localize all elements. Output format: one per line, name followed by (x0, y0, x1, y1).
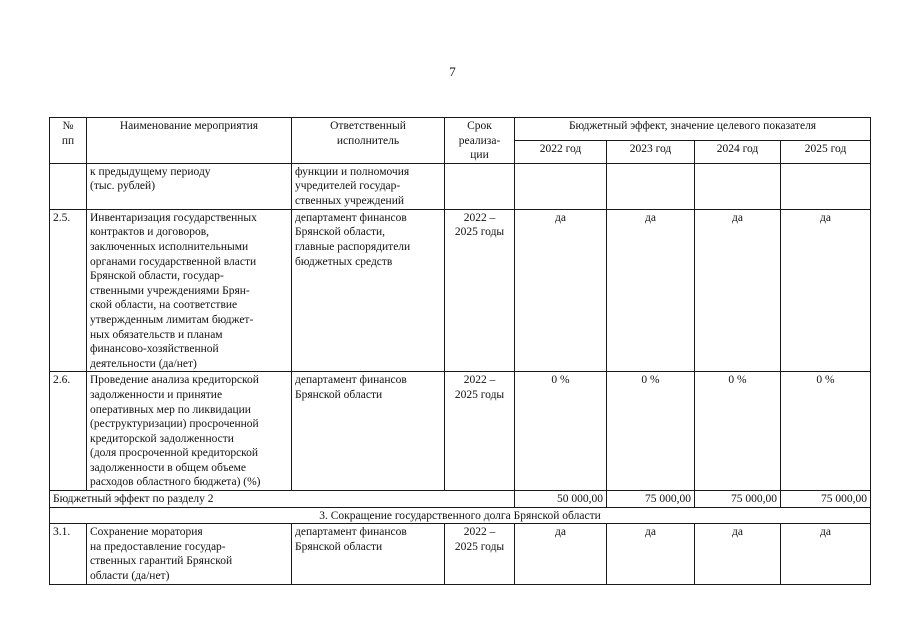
activity-name: Сохранение моратория на предоставление государ- ственных гарантий Брянской области (да/нет) (87, 524, 292, 584)
effect-value: да (695, 524, 781, 584)
effect-value: да (607, 209, 695, 372)
effect-value: да (695, 209, 781, 372)
implementation-term: 2022 – 2025 годы (445, 524, 515, 584)
effect-value: да (607, 524, 695, 584)
row-number (50, 163, 87, 209)
section-total-label: Бюджетный эффект по разделу 2 (50, 491, 515, 508)
header-num: № пп (50, 118, 87, 164)
section-title: 3. Сокращение государственного долга Брянской области (50, 507, 871, 524)
row-number: 2.5. (50, 209, 87, 372)
effect-value: да (781, 524, 871, 584)
row-number: 3.1. (50, 524, 87, 584)
activity-name: Инвентаризация государственных контрактов и договоров, заключенных исполнительными органами государственной власти Брянской области, государ- ственными учреждениями Брян- ской области, на соответствие утвержденным лимитам бюджет- ных обязательств и планам финансово-хозяйственной деятельности (да/нет) (87, 209, 292, 372)
table-row (50, 524, 871, 584)
responsible-executor: департамент финансов Брянской области, главные распорядители бюджетных средств (292, 209, 445, 372)
page-number: 7 (449, 64, 456, 79)
section-total-row (50, 491, 871, 508)
header-year: 2024 год (695, 140, 781, 163)
implementation-term: 2022 – 2025 годы (445, 209, 515, 372)
section-total-value: 50 000,00 (515, 491, 607, 508)
section-total-value: 75 000,00 (781, 491, 871, 508)
header-budget-effect: Бюджетный эффект, значение целевого показателя (515, 118, 871, 141)
activity-name: Проведение анализа кредиторской задолженности и принятие оперативных мер по ликвидации (реструктуризации) просроченной кредиторской задолженности (доля просроченной кредиторской задолженности в общем объеме расходов областного бюджета) (%) (87, 372, 292, 491)
effect-value: 0 % (515, 372, 607, 491)
effect-value (607, 163, 695, 209)
header-row-1 (50, 118, 871, 141)
budget-table (49, 117, 871, 585)
section-total-value: 75 000,00 (695, 491, 781, 508)
table-row (50, 163, 871, 209)
header-year: 2023 год (607, 140, 695, 163)
implementation-term (445, 163, 515, 209)
effect-value: 0 % (607, 372, 695, 491)
effect-value: да (781, 209, 871, 372)
header-name: Наименование мероприятия (87, 118, 292, 164)
effect-value (695, 163, 781, 209)
responsible-executor: департамент финансов Брянской области (292, 372, 445, 491)
responsible-executor: департамент финансов Брянской области (292, 524, 445, 584)
header-executor: Ответственный исполнитель (292, 118, 445, 164)
table-body (50, 118, 871, 585)
effect-value (781, 163, 871, 209)
effect-value: 0 % (781, 372, 871, 491)
activity-name: к предыдущему периоду (тыс. рублей) (87, 163, 292, 209)
effect-value: да (515, 209, 607, 372)
effect-value (515, 163, 607, 209)
section-total-value: 75 000,00 (607, 491, 695, 508)
implementation-term: 2022 – 2025 годы (445, 372, 515, 491)
table-row (50, 372, 871, 491)
effect-value: 0 % (695, 372, 781, 491)
responsible-executor: функции и полномочия учредителей государ- ственных учреждений (292, 163, 445, 209)
effect-value: да (515, 524, 607, 584)
header-year: 2025 год (781, 140, 871, 163)
header-year: 2022 год (515, 140, 607, 163)
table-row (50, 209, 871, 372)
section-header-row (50, 507, 871, 524)
header-term: Срок реализа- ции (445, 118, 515, 164)
row-number: 2.6. (50, 372, 87, 491)
